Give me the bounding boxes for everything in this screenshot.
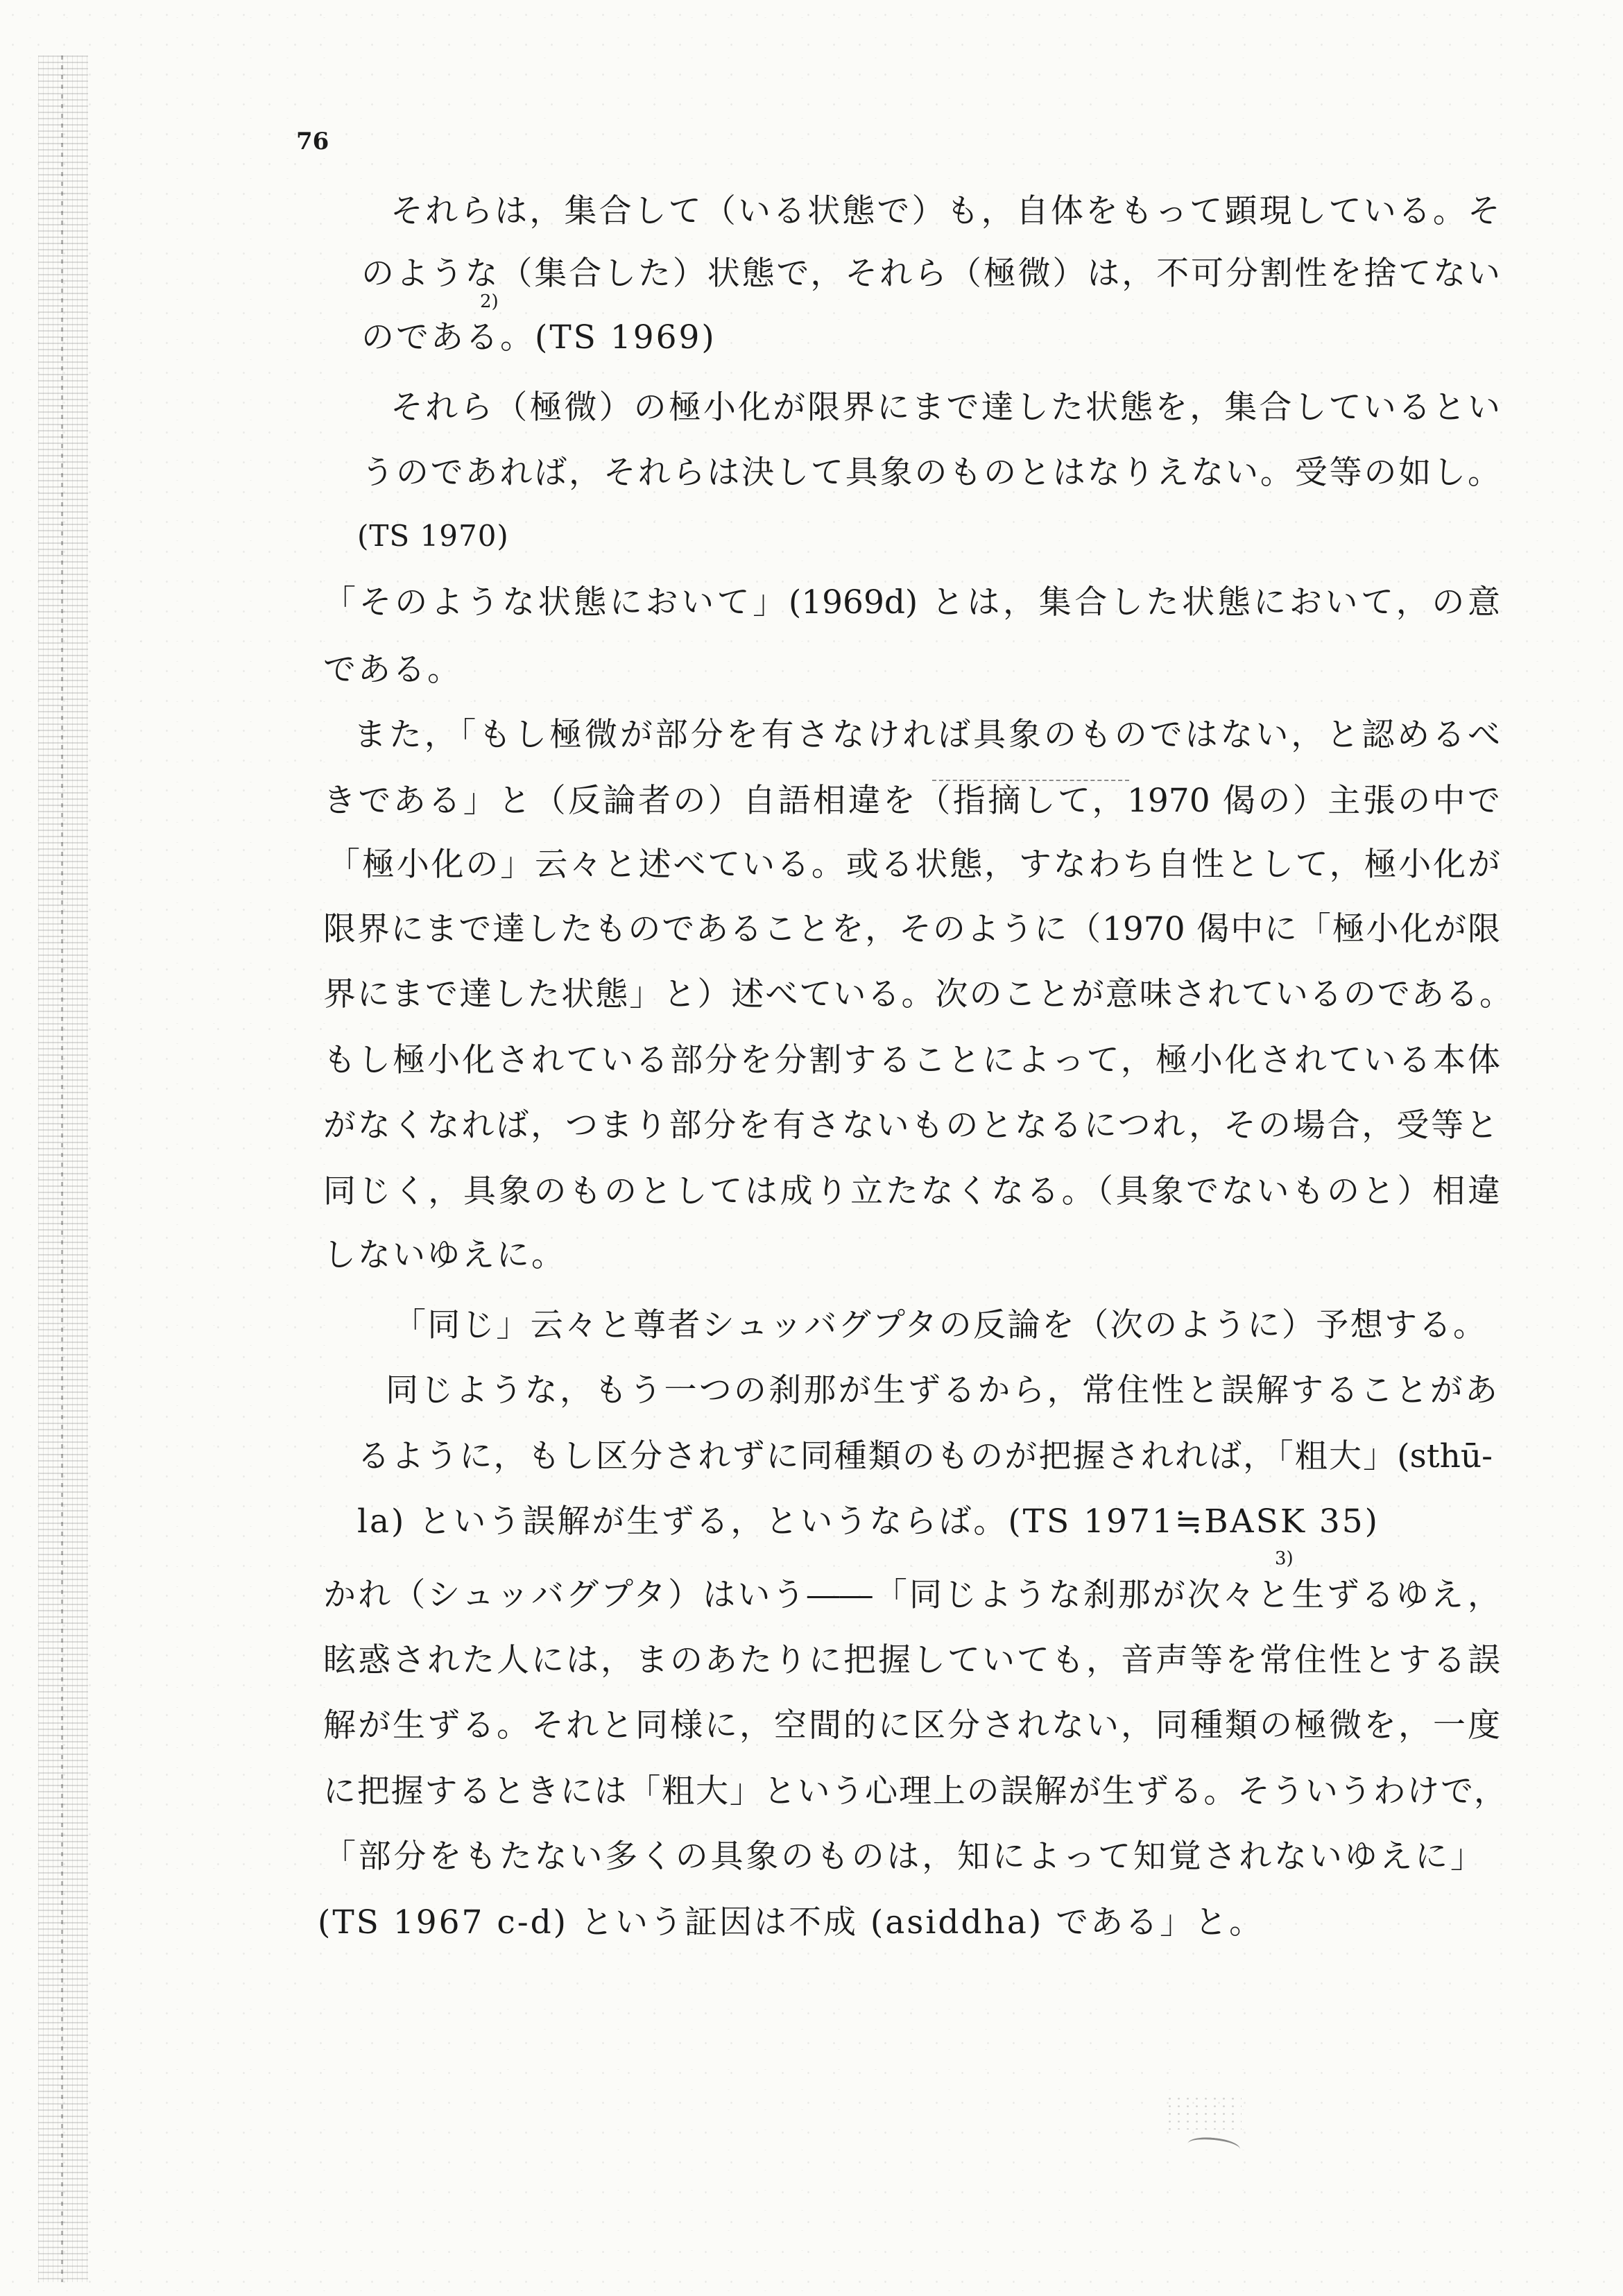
ts1969-verse-line-3: のである。(TS 1969) — [361, 318, 716, 357]
footnote-ref-3: 3) — [1275, 1548, 1294, 1569]
ts1969-verse-line-2: のような（集合した）状態で，それら（極微）は，不可分割性を捨てない — [361, 255, 1500, 293]
ts1970-verse-line-2: うのであれば，それらは決して具象のものとはなりえない。受等の如し。 — [361, 454, 1500, 492]
commentary-line: に把握するときには「粗大」という心理上の誤解が生ずる。そういうわけで， — [323, 1772, 1506, 1810]
page-number: 76 — [296, 128, 329, 155]
commentary-line: 界にまで達した状態」と）述べている。次のことが意味されているのである。 — [323, 975, 1512, 1013]
scan-smudge — [1187, 2135, 1241, 2158]
commentary-line: である。 — [323, 651, 462, 689]
ts1971-intro-line: 「同じ」云々と尊者シュッバグプタの反論を（次のように）予想する。 — [393, 1306, 1486, 1344]
commentary-line: 同じく，具象のものとしては成り立たなくなる。（具象でないものと）相違 — [323, 1172, 1500, 1210]
scan-binding-edge — [38, 55, 88, 2282]
scan-binding-line — [61, 55, 63, 2282]
ts1971-verse-line-2: るように，もし区分されずに同種類のものが把握されれば，「粗大」(sthū- — [357, 1437, 1493, 1475]
commentary-line: また，「もし極微が部分を有さなければ具象のものではない，と認めるべ — [354, 716, 1500, 754]
commentary-line: かれ（シュッバグプタ）はいう――「同じような刹那が次々と生ずるゆえ， — [323, 1576, 1500, 1614]
commentary-line: 「極小化の」云々と述べている。或る状態，すなわち自性として，極小化が — [327, 846, 1500, 884]
ts1969-verse-line-1: それらは，集合して（いる状態で）も，自体をもって顕現している。そ — [390, 192, 1500, 230]
commentary-line: 「そのような状態において」(1969d) とは，集合した状態において，の意 — [323, 583, 1500, 622]
commentary-line: 眩惑された人には，まのあたりに把握していても，音声等を常住性とする誤 — [323, 1641, 1500, 1679]
scan-speckles — [1165, 2095, 1242, 2130]
commentary-line: もし極小化されている部分を分割することによって，極小化されている本体 — [323, 1041, 1500, 1079]
commentary-line: 限界にまで達したものであることを，そのように（1970 偈中に「極小化が限 — [323, 910, 1500, 948]
commentary-line: きである」と（反論者の）自語相違を（指摘して，1970 偈の）主張の中で — [323, 782, 1500, 820]
commentary-line: (TS 1967 c-d) という証因は不成 (asiddha) である」と。 — [318, 1903, 1264, 1942]
ts1970-verse-line-1: それら（極微）の極小化が限界にまで達した状態を，集合しているとい — [390, 388, 1500, 427]
commentary-line: がなくなれば，つまり部分を有さないものとなるにつれ，その場合，受等と — [323, 1106, 1498, 1145]
footnote-ref-2: 2) — [480, 291, 499, 312]
ts1971-verse-line-1: 同じような，もう一つの刹那が生ずるから，常住性と誤解することがあ — [386, 1371, 1497, 1410]
commentary-line: しないゆえに。 — [323, 1236, 566, 1274]
ts1970-citation: (TS 1970) — [357, 519, 509, 553]
commentary-line: 「部分をもたない多くの具象のものは，知によって知覚されないゆえに」 — [323, 1837, 1483, 1876]
ts1971-verse-line-3: la) という誤解が生ずる，というならば。(TS 1971≒BASK 35) — [357, 1502, 1380, 1541]
commentary-line: 解が生ずる。それと同様に，空間的に区分されない，同種類の極微を，一度 — [323, 1706, 1500, 1745]
